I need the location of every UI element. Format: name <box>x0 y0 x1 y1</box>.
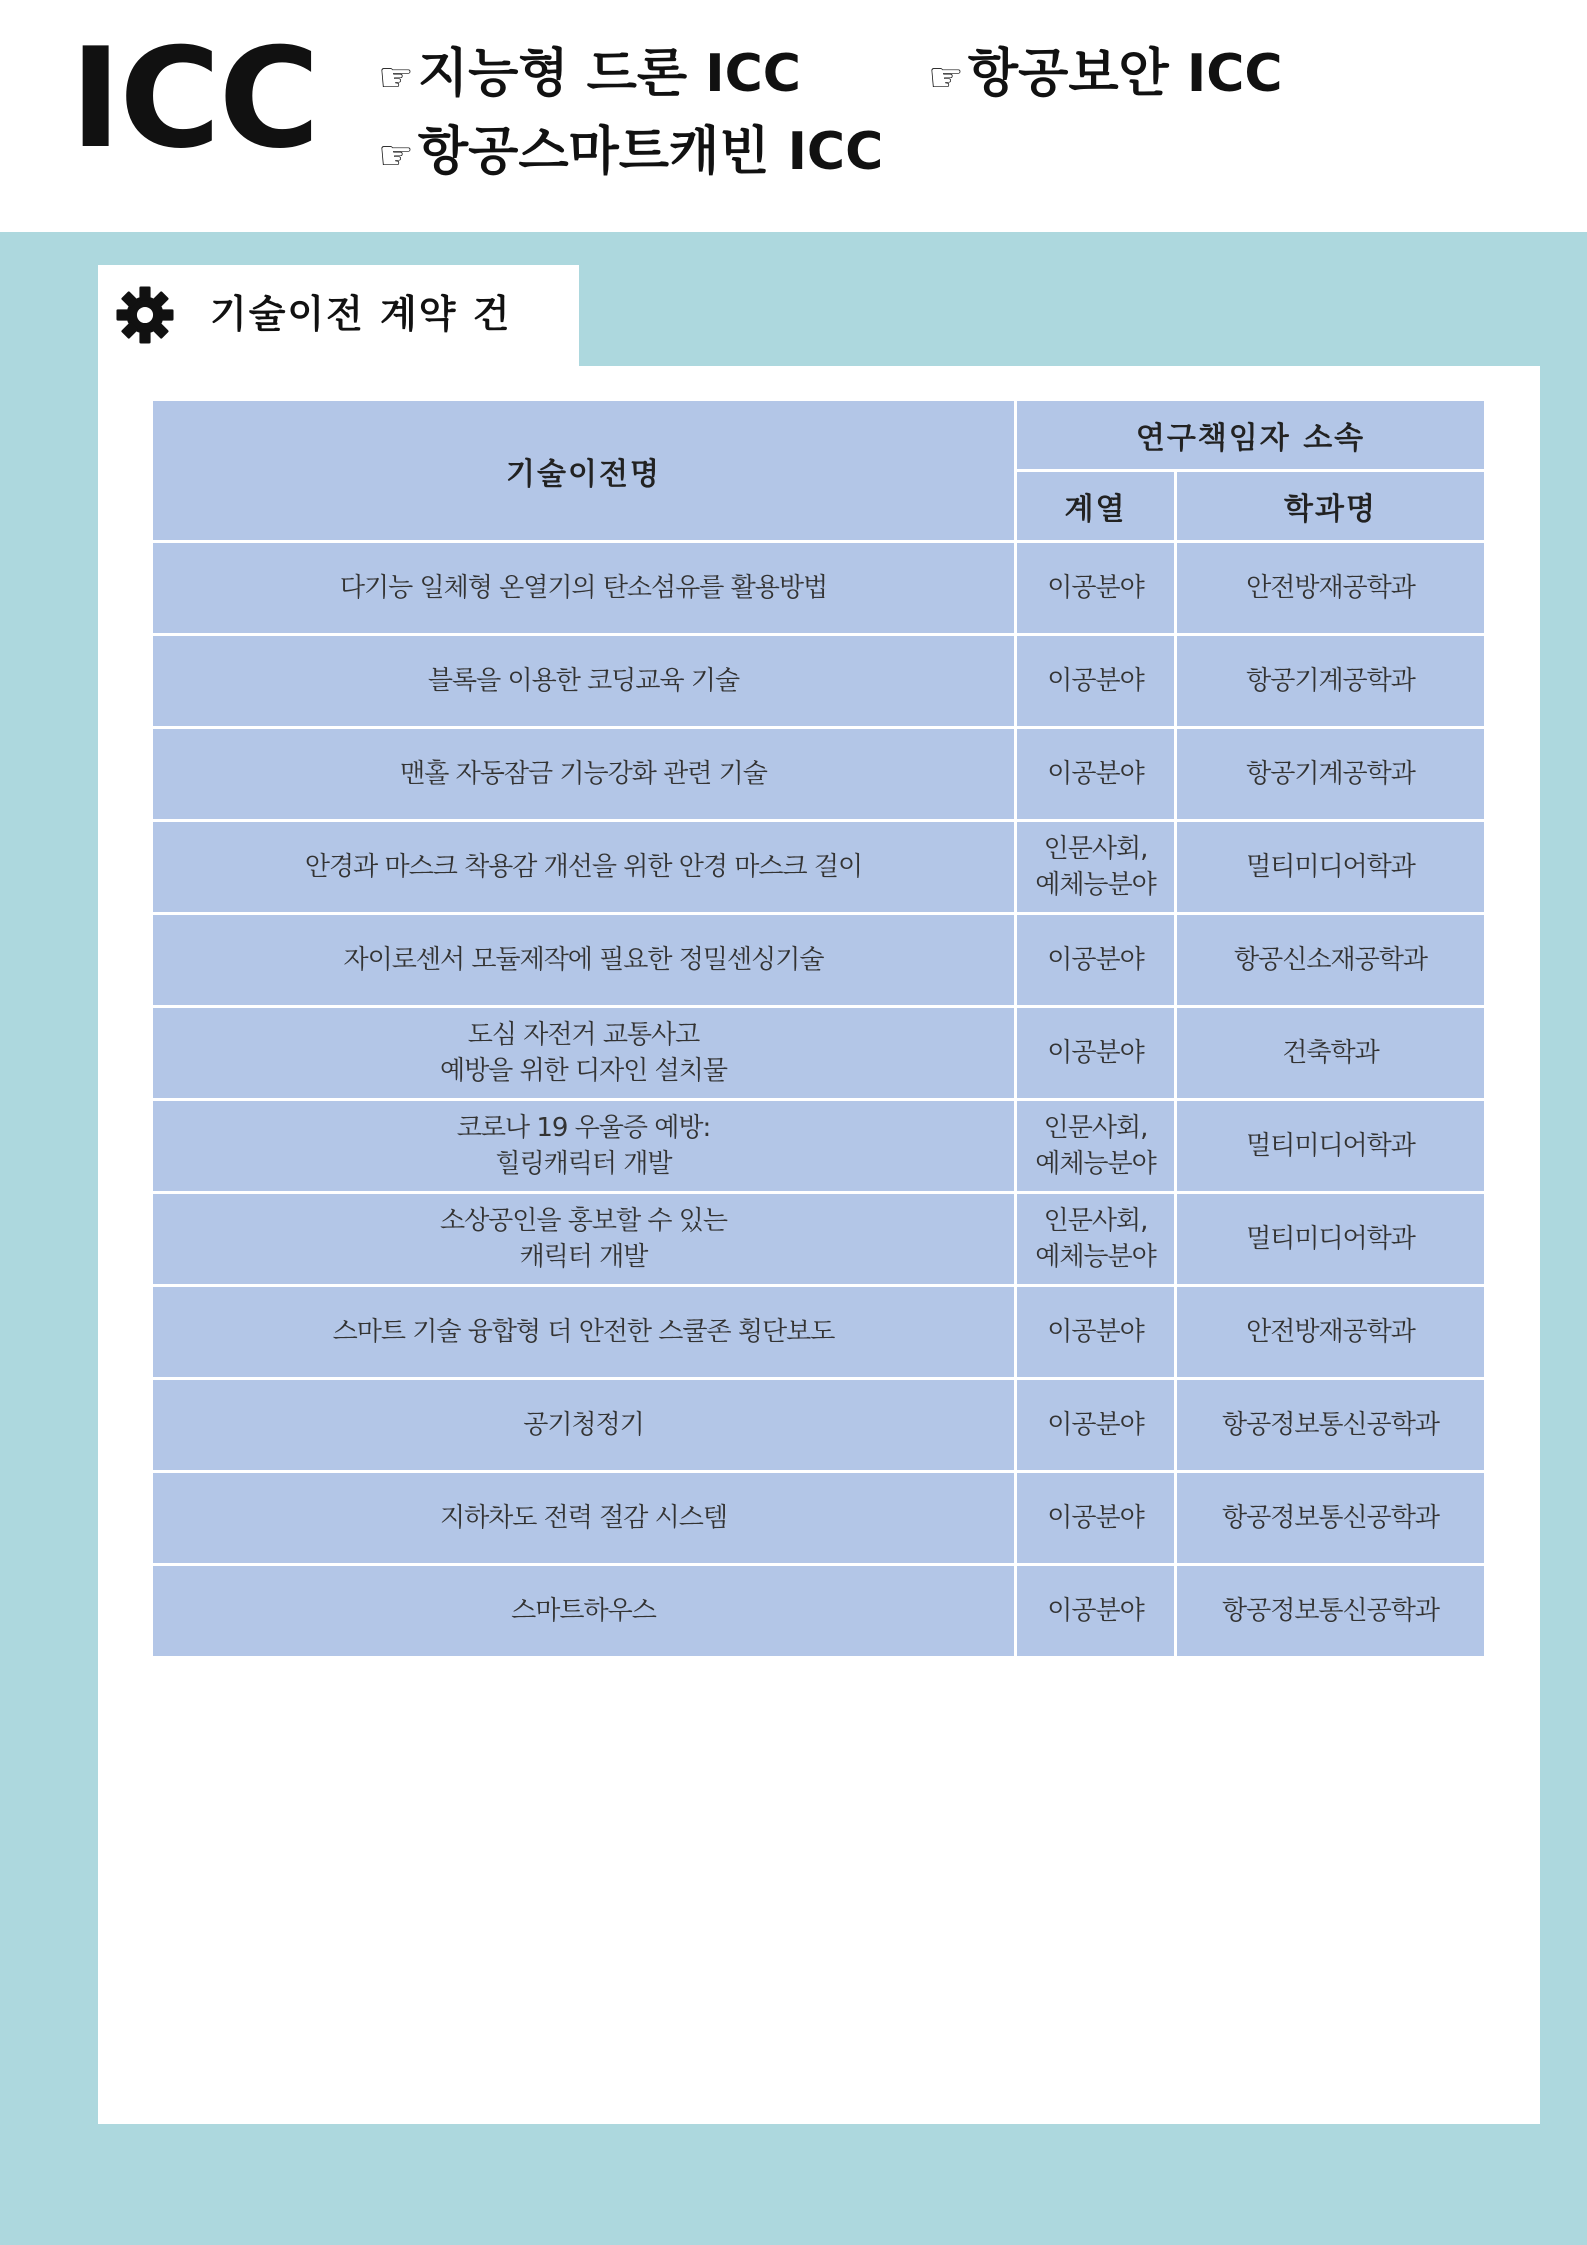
table-row <box>152 542 1486 635</box>
table-header-row <box>152 400 1486 471</box>
cell-text-line: 캐릭터 개발 <box>519 1242 648 1272</box>
cell-text-line: 이공분야 <box>1047 572 1144 603</box>
table-row <box>152 728 1486 821</box>
cell-field <box>1016 1007 1176 1100</box>
cell-text-line: 지하차도 전력 절감 시스템 <box>439 1502 728 1533</box>
cell-department: 항공정보통신공학과 <box>1176 1472 1486 1565</box>
table-row <box>152 1007 1486 1100</box>
cell-tech-name <box>152 1100 1016 1193</box>
cell-field <box>1016 1286 1176 1379</box>
cell-department: 안전방재공학과 <box>1176 542 1486 635</box>
table-row <box>152 1379 1486 1472</box>
cell-tech-name <box>152 1286 1016 1379</box>
cell-department: 멀티미디어학과 <box>1176 1193 1486 1286</box>
cell-text-line: 다기능 일체형 온열기의 탄소섬유를 활용방법 <box>339 572 828 603</box>
icc-logo: ICC <box>70 18 318 179</box>
cell-field <box>1016 728 1176 821</box>
cell-text-line: 예체능분야 <box>1035 1149 1156 1179</box>
cell-field <box>1016 542 1176 635</box>
header-tech-name: 기술이전명 <box>152 400 1016 542</box>
cell-text-line: 소상공인을 홍보할 수 있는 <box>439 1205 728 1236</box>
pointing-hand-icon: ☞ <box>928 55 964 101</box>
cell-department: 안전방재공학과 <box>1176 1286 1486 1379</box>
table-row <box>152 1193 1486 1286</box>
tech-transfer-table <box>150 398 1487 1659</box>
cell-text-line: 이공분야 <box>1047 758 1144 789</box>
cell-tech-name <box>152 635 1016 728</box>
pointing-hand-icon: ☞ <box>378 133 414 179</box>
cell-department: 항공기계공학과 <box>1176 728 1486 821</box>
header-field: 계열 <box>1016 471 1176 542</box>
table-row <box>152 1100 1486 1193</box>
cell-text-line: 코로나 19 우울증 예방: <box>456 1112 711 1143</box>
cell-text-line: 맨홀 자동잠금 기능강화 관련 기술 <box>400 758 767 789</box>
link-label: 항공보안 ICC <box>967 44 1283 104</box>
cell-tech-name <box>152 728 1016 821</box>
cell-text-line: 인문사회, <box>1043 833 1148 864</box>
gear-icon <box>114 284 176 346</box>
link-drone-icc[interactable] <box>378 46 801 103</box>
cell-tech-name <box>152 1007 1016 1100</box>
table-row <box>152 1286 1486 1379</box>
cell-text-line: 이공분야 <box>1047 1409 1144 1440</box>
cell-text-line: 이공분야 <box>1047 665 1144 696</box>
cell-text-line: 예체능분야 <box>1035 870 1156 900</box>
header-department: 학과명 <box>1176 471 1486 542</box>
cell-field <box>1016 1472 1176 1565</box>
cell-text-line: 힐링캐릭터 개발 <box>495 1149 672 1179</box>
cell-text-line: 안경과 마스크 착용감 개선을 위한 안경 마스크 걸이 <box>304 851 863 882</box>
cell-text-line: 공기청정기 <box>523 1409 644 1440</box>
link-smart-cabin-icc[interactable] <box>378 124 883 181</box>
cell-department: 멀티미디어학과 <box>1176 1100 1486 1193</box>
link-label: 항공스마트캐빈 ICC <box>417 122 884 182</box>
cell-field <box>1016 1379 1176 1472</box>
cell-field <box>1016 1100 1176 1193</box>
cell-tech-name <box>152 1472 1016 1565</box>
cell-tech-name <box>152 542 1016 635</box>
cell-text-line: 예방을 위한 디자인 설치물 <box>439 1056 728 1086</box>
cell-text-line: 자이로센서 모듈제작에 필요한 정밀센싱기술 <box>343 944 824 975</box>
cell-field <box>1016 1193 1176 1286</box>
cell-text-line: 스마트하우스 <box>511 1595 656 1626</box>
cell-text-line: 도심 자전거 교통사고 <box>467 1019 700 1050</box>
cell-field <box>1016 914 1176 1007</box>
cell-text-line: 이공분야 <box>1047 1037 1144 1068</box>
pointing-hand-icon: ☞ <box>378 55 414 101</box>
page-header <box>0 0 1587 232</box>
cell-department: 항공기계공학과 <box>1176 635 1486 728</box>
cell-text-line: 이공분야 <box>1047 1502 1144 1533</box>
cell-field <box>1016 635 1176 728</box>
cell-department: 항공정보통신공학과 <box>1176 1565 1486 1658</box>
cell-department: 멀티미디어학과 <box>1176 821 1486 914</box>
cell-tech-name <box>152 1379 1016 1472</box>
table-row <box>152 914 1486 1007</box>
cell-tech-name <box>152 1565 1016 1658</box>
table-row <box>152 635 1486 728</box>
cell-text-line: 예체능분야 <box>1035 1242 1156 1272</box>
cell-text-line: 스마트 기술 융합형 더 안전한 스쿨존 횡단보도 <box>332 1316 835 1347</box>
cell-field <box>1016 821 1176 914</box>
cell-text-line: 인문사회, <box>1043 1205 1148 1236</box>
cell-tech-name <box>152 1193 1016 1286</box>
cell-department: 항공신소재공학과 <box>1176 914 1486 1007</box>
cell-text-line: 이공분야 <box>1047 1316 1144 1347</box>
table-row <box>152 821 1486 914</box>
cell-text-line: 블록을 이용한 코딩교육 기술 <box>427 665 740 696</box>
link-aviation-security-icc[interactable] <box>928 46 1283 103</box>
table-body <box>152 542 1486 1658</box>
cell-department: 항공정보통신공학과 <box>1176 1379 1486 1472</box>
cell-tech-name <box>152 821 1016 914</box>
cell-tech-name <box>152 914 1016 1007</box>
link-label: 지능형 드론 ICC <box>417 44 801 104</box>
cell-field <box>1016 1565 1176 1658</box>
section-title: 기술이전 계약 건 <box>210 292 512 336</box>
cell-text-line: 이공분야 <box>1047 1595 1144 1626</box>
table-row <box>152 1565 1486 1658</box>
cell-text-line: 이공분야 <box>1047 944 1144 975</box>
cell-text-line: 인문사회, <box>1043 1112 1148 1143</box>
cell-department: 건축학과 <box>1176 1007 1486 1100</box>
table-row <box>152 1472 1486 1565</box>
header-researcher-affiliation: 연구책임자 소속 <box>1016 400 1486 471</box>
